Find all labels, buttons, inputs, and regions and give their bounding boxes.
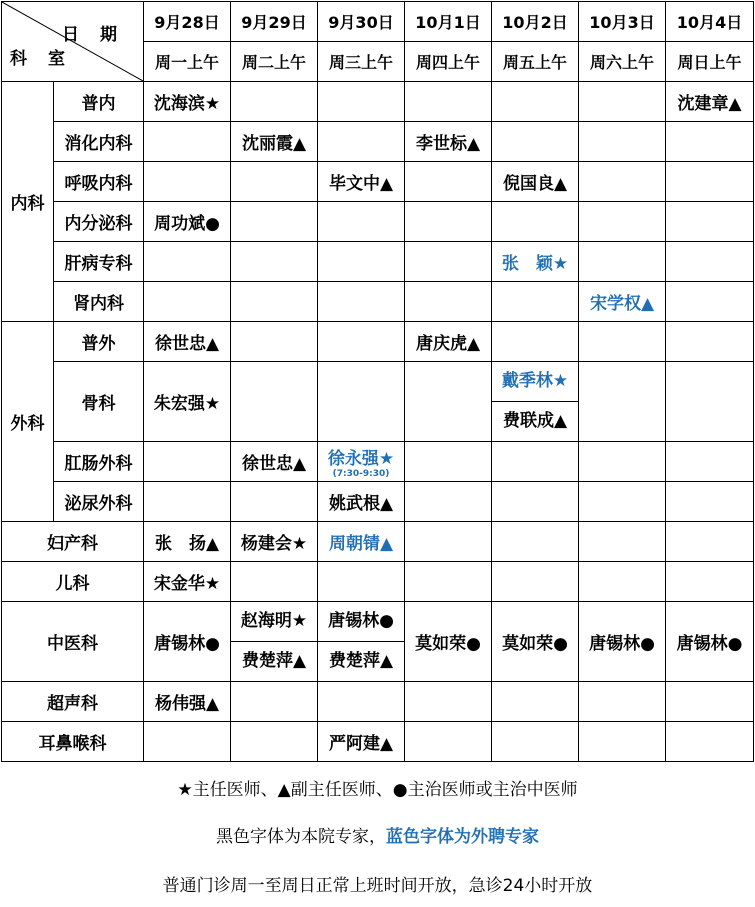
table-row	[2, 442, 754, 482]
empty-cell	[231, 682, 318, 722]
weekday-header: 周三上午	[318, 42, 405, 82]
weekday-header: 周日上午	[666, 42, 754, 82]
empty-cell	[666, 722, 754, 762]
empty-cell	[579, 82, 666, 122]
empty-cell	[405, 242, 492, 282]
empty-cell	[666, 162, 754, 202]
empty-cell	[666, 202, 754, 242]
date-header: 9月28日	[144, 2, 231, 42]
empty-cell	[492, 562, 579, 602]
empty-cell	[318, 562, 405, 602]
empty-cell	[492, 722, 579, 762]
dept-name: 中医科	[2, 602, 144, 682]
doctor-cell: 倪国良▲	[492, 162, 579, 202]
dept-name: 泌尿外科	[54, 482, 144, 522]
empty-cell	[579, 202, 666, 242]
dept-name: 呼吸内科	[54, 162, 144, 202]
empty-cell	[144, 282, 231, 322]
table-row	[2, 682, 754, 722]
blue-font-note: 蓝色字体为外聘专家	[386, 827, 539, 847]
empty-cell	[666, 242, 754, 282]
doctor-cell: 周功斌●	[144, 202, 231, 242]
empty-cell	[231, 322, 318, 362]
empty-cell	[318, 202, 405, 242]
doctor-slot: 费楚萍▲	[328, 651, 394, 671]
dept-name: 超声科	[2, 682, 144, 722]
time-note: (7:30-9:30)	[332, 469, 390, 479]
empty-cell	[579, 562, 666, 602]
doctor-cell: 徐世忠▲	[231, 442, 318, 482]
empty-cell	[579, 162, 666, 202]
legend-note: ★主任医师、▲副主任医师、●主治医师或主治中医师	[177, 780, 578, 800]
date-header: 9月29日	[231, 2, 318, 42]
empty-cell	[231, 362, 318, 442]
table-row	[2, 122, 754, 162]
doctor-cell-external: 张 颖★	[492, 242, 579, 282]
date-header: 9月30日	[318, 2, 405, 42]
empty-cell	[144, 162, 231, 202]
table-row	[2, 482, 754, 522]
date-header: 10月3日	[579, 2, 666, 42]
doctor-cell: 姚武根▲	[318, 482, 405, 522]
doctor-slot: 赵海明★	[231, 602, 317, 642]
empty-cell	[231, 82, 318, 122]
empty-cell	[231, 242, 318, 282]
doctor-cell: 莫如荣●	[492, 602, 579, 682]
split-cell	[492, 362, 579, 442]
empty-cell	[579, 482, 666, 522]
empty-cell	[666, 482, 754, 522]
doctor-cell-external	[318, 442, 405, 482]
split-cell	[318, 602, 405, 682]
doctor-cell: 莫如荣●	[405, 602, 492, 682]
empty-cell	[492, 202, 579, 242]
empty-cell	[405, 362, 492, 442]
doctor-cell: 唐锡林●	[666, 602, 754, 682]
dept-name: 内分泌科	[54, 202, 144, 242]
weekday-header: 周四上午	[405, 42, 492, 82]
empty-cell	[318, 322, 405, 362]
doctor-name: 徐永强★	[327, 449, 395, 469]
table-row	[2, 202, 754, 242]
empty-cell	[405, 82, 492, 122]
group-waike: 外科	[2, 322, 54, 522]
corner-header	[2, 2, 144, 82]
empty-cell	[318, 362, 405, 442]
empty-cell	[231, 722, 318, 762]
weekday-header: 周六上午	[579, 42, 666, 82]
empty-cell	[405, 162, 492, 202]
date-header: 10月1日	[405, 2, 492, 42]
doctor-cell: 李世标▲	[405, 122, 492, 162]
dept-name: 肾内科	[54, 282, 144, 322]
empty-cell	[579, 362, 666, 442]
empty-cell	[492, 482, 579, 522]
dept-name: 骨科	[54, 362, 144, 442]
empty-cell	[231, 282, 318, 322]
weekday-header: 周五上午	[492, 42, 579, 82]
doctor-cell: 宋金华★	[144, 562, 231, 602]
empty-cell	[318, 122, 405, 162]
table-row	[2, 242, 754, 282]
doctor-cell: 沈建章▲	[666, 82, 754, 122]
doctor-cell-external: 周朝锖▲	[318, 522, 405, 562]
hours-note: 普通门诊周一至周日正常上班时间开放，急诊24小时开放	[162, 876, 593, 896]
dept-axis-label: 科 室	[10, 49, 67, 69]
doctor-cell: 唐庆虎▲	[405, 322, 492, 362]
dept-name: 妇产科	[2, 522, 144, 562]
empty-cell	[231, 482, 318, 522]
date-header: 10月2日	[492, 2, 579, 42]
dept-name: 普外	[54, 322, 144, 362]
doctor-cell: 毕文中▲	[318, 162, 405, 202]
empty-cell	[405, 282, 492, 322]
doctor-cell: 唐锡林●	[579, 602, 666, 682]
empty-cell	[144, 722, 231, 762]
table-row	[2, 722, 754, 762]
empty-cell	[492, 82, 579, 122]
black-font-note: 黑色字体为本院专家，	[216, 827, 386, 847]
table-row	[2, 322, 754, 362]
table-row	[2, 82, 754, 122]
empty-cell	[666, 442, 754, 482]
empty-cell	[231, 202, 318, 242]
empty-cell	[492, 442, 579, 482]
empty-cell	[579, 722, 666, 762]
dept-name: 肝病专科	[54, 242, 144, 282]
doctor-cell: 徐世忠▲	[144, 322, 231, 362]
dept-name: 耳鼻喉科	[2, 722, 144, 762]
split-cell	[231, 602, 318, 682]
empty-cell	[405, 722, 492, 762]
table-row	[2, 162, 754, 202]
doctor-cell: 朱宏强★	[144, 362, 231, 442]
doctor-cell: 杨建会★	[231, 522, 318, 562]
empty-cell	[492, 322, 579, 362]
empty-cell	[666, 282, 754, 322]
font-color-note	[0, 822, 755, 847]
date-axis-label: 日 期	[62, 25, 119, 45]
empty-cell	[405, 442, 492, 482]
empty-cell	[231, 162, 318, 202]
doctor-cell-external: 宋学权▲	[579, 282, 666, 322]
table-row	[2, 362, 754, 442]
empty-cell	[492, 682, 579, 722]
empty-cell	[405, 522, 492, 562]
doctor-cell: 张 扬▲	[144, 522, 231, 562]
weekday-header: 周一上午	[144, 42, 231, 82]
empty-cell	[405, 682, 492, 722]
empty-cell	[405, 482, 492, 522]
dept-name: 儿科	[2, 562, 144, 602]
table-row	[2, 522, 754, 562]
empty-cell	[144, 482, 231, 522]
empty-cell	[579, 242, 666, 282]
doctor-cell: 杨伟强▲	[144, 682, 231, 722]
empty-cell	[579, 522, 666, 562]
empty-cell	[318, 282, 405, 322]
doctor-slot: 唐锡林●	[318, 602, 404, 642]
empty-cell	[405, 202, 492, 242]
empty-cell	[231, 562, 318, 602]
dept-name: 消化内科	[54, 122, 144, 162]
empty-cell	[666, 682, 754, 722]
empty-cell	[492, 522, 579, 562]
empty-cell	[666, 562, 754, 602]
empty-cell	[666, 122, 754, 162]
empty-cell	[144, 122, 231, 162]
date-header: 10月4日	[666, 2, 754, 42]
table-row	[2, 602, 754, 682]
empty-cell	[318, 242, 405, 282]
empty-cell	[666, 522, 754, 562]
empty-cell	[666, 362, 754, 442]
weekday-header: 周二上午	[231, 42, 318, 82]
empty-cell	[579, 122, 666, 162]
empty-cell	[666, 322, 754, 362]
table-row	[2, 282, 754, 322]
empty-cell	[579, 442, 666, 482]
doctor-slot: 费楚萍▲	[241, 651, 307, 671]
table-row	[2, 562, 754, 602]
dept-name: 肛肠外科	[54, 442, 144, 482]
doctor-cell: 沈海滨★	[144, 82, 231, 122]
empty-cell	[579, 682, 666, 722]
empty-cell	[492, 122, 579, 162]
header-date-row	[2, 2, 754, 42]
empty-cell	[144, 242, 231, 282]
doctor-cell: 沈丽霞▲	[231, 122, 318, 162]
empty-cell	[492, 282, 579, 322]
group-neike: 内科	[2, 82, 54, 322]
outpatient-schedule-table	[1, 1, 754, 762]
empty-cell	[318, 82, 405, 122]
empty-cell	[405, 562, 492, 602]
dept-name: 普内	[54, 82, 144, 122]
empty-cell	[318, 682, 405, 722]
doctor-slot-external: 戴季林★	[492, 362, 578, 402]
doctor-cell: 唐锡林●	[144, 602, 231, 682]
empty-cell	[144, 442, 231, 482]
doctor-cell: 严阿建▲	[318, 722, 405, 762]
doctor-slot: 费联成▲	[502, 411, 568, 431]
empty-cell	[579, 322, 666, 362]
